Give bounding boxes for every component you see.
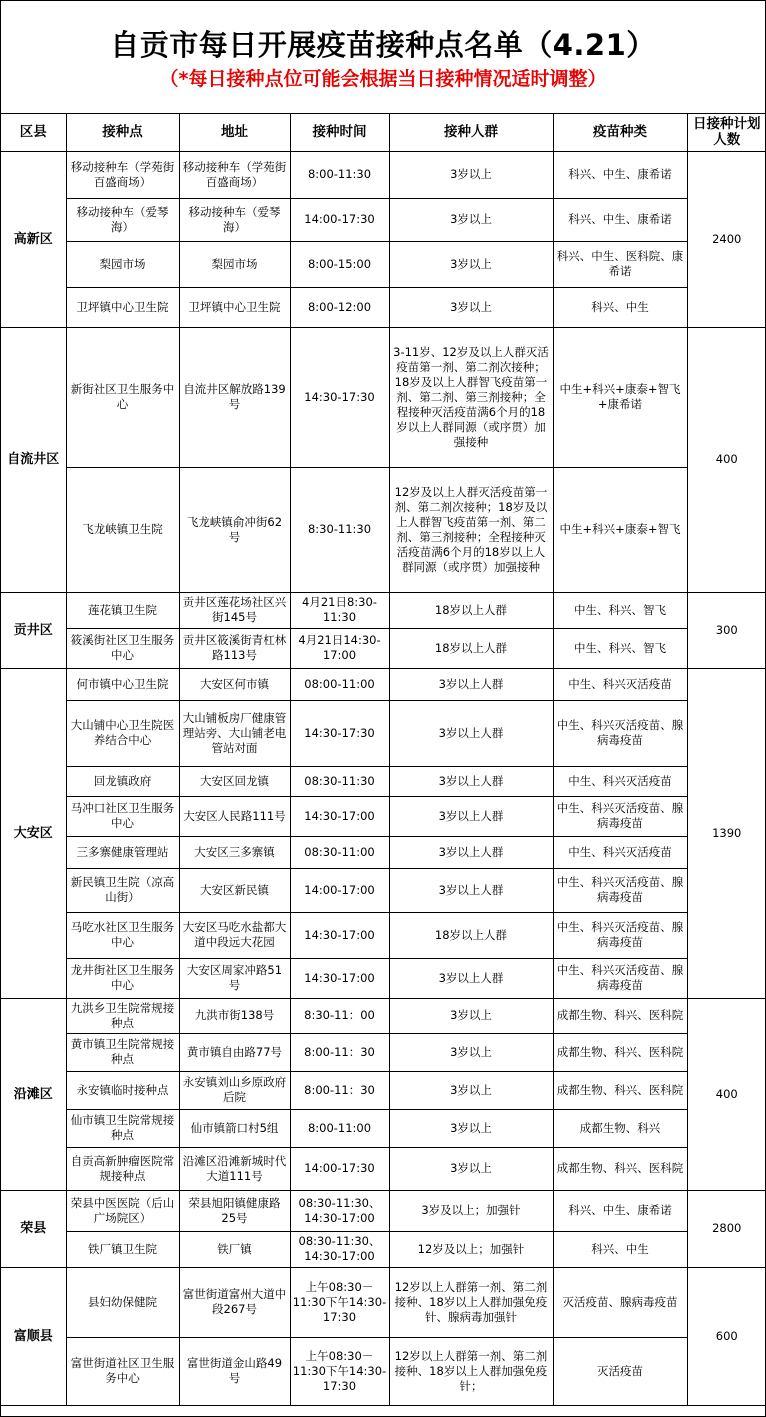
- site-cell: 飞龙峡镇卫生院: [66, 467, 179, 592]
- address-cell: 永安镇刘山乡原政府后院: [179, 1071, 290, 1109]
- site-cell: 马冲口社区卫生服务中心: [66, 796, 179, 836]
- address-cell: 移动接种车（学苑街百盛商场）: [179, 151, 290, 198]
- vaccine-cell: 灭活疫苗: [553, 1337, 687, 1405]
- district-cell: 高新区: [1, 151, 66, 327]
- site-cell: 富世街道社区卫生服务中心: [66, 1337, 179, 1405]
- table-row: [1, 998, 766, 1033]
- vaccine-cell: 科兴、中生、康希诺: [553, 1190, 687, 1231]
- col-header-people: 接种人群: [389, 114, 553, 151]
- address-cell: 梨园市场: [179, 241, 290, 287]
- table-row: [1, 1337, 766, 1405]
- table-row: [1, 287, 766, 327]
- table-row: [1, 836, 766, 868]
- people-cell: 3岁以上: [389, 1071, 553, 1109]
- people-cell: 3岁及以上；加强针: [389, 1190, 553, 1231]
- time-cell: 14:30-17:00: [290, 912, 389, 958]
- table-row: [1, 766, 766, 796]
- people-cell: 3岁以上: [389, 287, 553, 327]
- people-cell: 3岁以上人群: [389, 766, 553, 796]
- time-cell: 14:00-17:30: [290, 1147, 389, 1190]
- vaccine-cell: 成都生物、科兴、医科院: [553, 1071, 687, 1109]
- col-header-address: 地址: [179, 114, 290, 151]
- col-header-site: 接种点: [66, 114, 179, 151]
- site-cell: 梨园市场: [66, 241, 179, 287]
- table-row: [1, 198, 766, 241]
- table-body: [1, 151, 766, 1405]
- time-cell: 8:00-11：30: [290, 1071, 389, 1109]
- address-cell: 贡井区莲花场社区兴街145号: [179, 592, 290, 628]
- col-header-time: 接种时间: [290, 114, 389, 151]
- table-row: [1, 700, 766, 766]
- site-cell: 仙市镇卫生院常规接种点: [66, 1109, 179, 1147]
- site-cell: 黄市镇卫生院常规接种点: [66, 1033, 179, 1071]
- address-cell: 荣县旭阳镇健康路25号: [179, 1190, 290, 1231]
- vaccine-cell: 中生+科兴+康泰+智飞: [553, 467, 687, 592]
- site-cell: 莲花镇卫生院: [66, 592, 179, 628]
- site-cell: 筱溪街社区卫生服务中心: [66, 628, 179, 668]
- table-row: [1, 1033, 766, 1071]
- daily-plan-cell: 400: [687, 327, 766, 592]
- people-cell: 3岁以上人群: [389, 958, 553, 998]
- table-row: [1, 628, 766, 668]
- table-row: [1, 958, 766, 998]
- people-cell: 3岁以上人群: [389, 836, 553, 868]
- time-cell: 08:00-11:00: [290, 668, 389, 700]
- table-row: [1, 796, 766, 836]
- time-cell: 8:30-11：00: [290, 998, 389, 1033]
- time-cell: 4月21日14:30-17:00: [290, 628, 389, 668]
- vaccine-cell: 中生、科兴灭活疫苗、腺病毒疫苗: [553, 796, 687, 836]
- address-cell: 大安区周家冲路51号: [179, 958, 290, 998]
- table-row: [1, 467, 766, 592]
- daily-plan-cell: 1390: [687, 668, 766, 998]
- site-cell: 卫坪镇中心卫生院: [66, 287, 179, 327]
- people-cell: 3-11岁、12岁及以上人群灭活疫苗第一剂、第二剂次接种；18岁及以上人群智飞疫苗第一剂、第二剂、第三剂接种；全程接种灭活疫苗满6个月的18岁以上人群同源（或序贯）加强接种: [389, 327, 553, 467]
- vaccine-cell: 中生、科兴灭活疫苗、腺病毒疫苗: [553, 868, 687, 912]
- district-cell: 大安区: [1, 668, 66, 998]
- col-header-plan: 日接种计划人数: [687, 114, 766, 151]
- people-cell: 12岁以上人群第一剂、第二剂接种、18岁以上人群加强免疫针；: [389, 1337, 553, 1405]
- site-cell: 三多寨健康管理站: [66, 836, 179, 868]
- time-cell: 14:30-17:30: [290, 327, 389, 467]
- table-row: [1, 1190, 766, 1231]
- table-header-row: [1, 114, 766, 151]
- vaccine-cell: 中生+科兴+康泰+智飞+康希诺: [553, 327, 687, 467]
- address-cell: 飞龙峡镇俞冲街62号: [179, 467, 290, 592]
- vaccine-cell: 科兴、中生: [553, 287, 687, 327]
- people-cell: 12岁及以上；加强针: [389, 1231, 553, 1267]
- time-cell: 08:30-11:00: [290, 836, 389, 868]
- district-cell: 富顺县: [1, 1267, 66, 1405]
- table-row: [1, 1147, 766, 1190]
- daily-plan-cell: 300: [687, 592, 766, 668]
- vaccine-cell: 成都生物、科兴: [553, 1109, 687, 1147]
- address-cell: 九洪市街138号: [179, 998, 290, 1033]
- people-cell: 3岁以上: [389, 1147, 553, 1190]
- vaccine-cell: 灭活疫苗、腺病毒疫苗: [553, 1267, 687, 1337]
- time-cell: 8:00-15:00: [290, 241, 389, 287]
- site-cell: 县妇幼保健院: [66, 1267, 179, 1337]
- table-row: [1, 327, 766, 467]
- time-cell: 8:00-11:30: [290, 151, 389, 198]
- page-subtitle: （*每日接种点位可能会根据当日接种情况适时调整）: [159, 68, 607, 90]
- vaccine-cell: 成都生物、科兴、医科院: [553, 998, 687, 1033]
- page-title: 自贡市每日开展疫苗接种点名单（4.21）: [110, 28, 656, 62]
- site-cell: 自贡高新肿瘤医院常规接种点: [66, 1147, 179, 1190]
- people-cell: 12岁及以上人群灭活疫苗第一剂、第二剂次接种；18岁及以上人群智飞疫苗第一剂、第二剂、第三剂接种；全程接种灭活疫苗满6个月的18岁以上人群同源（或序贯）加强接种: [389, 467, 553, 592]
- document-header: [1, 1, 765, 114]
- vaccine-cell: 中生、科兴、智飞: [553, 628, 687, 668]
- district-cell: 自流井区: [1, 327, 66, 592]
- people-cell: 3岁以上: [389, 198, 553, 241]
- vaccine-cell: 成都生物、科兴、医科院: [553, 1033, 687, 1071]
- address-cell: 大山铺板房厂健康管理站旁、大山铺老电管站对面: [179, 700, 290, 766]
- people-cell: 18岁以上人群: [389, 592, 553, 628]
- address-cell: 富世街道金山路49号: [179, 1337, 290, 1405]
- address-cell: 富世街道富州大道中段267号: [179, 1267, 290, 1337]
- address-cell: 仙市镇箭口村5组: [179, 1109, 290, 1147]
- table-row: [1, 1231, 766, 1267]
- table-row: [1, 912, 766, 958]
- table-row: [1, 241, 766, 287]
- people-cell: 3岁以上人群: [389, 868, 553, 912]
- vaccine-cell: 科兴、中生: [553, 1231, 687, 1267]
- site-cell: 移动接种车（学苑街百盛商场）: [66, 151, 179, 198]
- site-cell: 九洪乡卫生院常规接种点: [66, 998, 179, 1033]
- vaccine-cell: 中生、科兴灭活疫苗: [553, 668, 687, 700]
- site-cell: 何市镇中心卫生院: [66, 668, 179, 700]
- time-cell: 14:30-17:00: [290, 958, 389, 998]
- time-cell: 上午08:30－11:30下午14:30-17:30: [290, 1337, 389, 1405]
- people-cell: 3岁以上人群: [389, 700, 553, 766]
- col-header-district: 区县: [1, 114, 66, 151]
- people-cell: 3岁以上: [389, 1033, 553, 1071]
- people-cell: 3岁以上: [389, 1109, 553, 1147]
- daily-plan-cell: 400: [687, 998, 766, 1190]
- address-cell: 大安区何市镇: [179, 668, 290, 700]
- col-header-vaccine: 疫苗种类: [553, 114, 687, 151]
- vaccine-cell: 中生、科兴、智飞: [553, 592, 687, 628]
- site-cell: 回龙镇政府: [66, 766, 179, 796]
- people-cell: 12岁以上人群第一剂、第二剂接种、18岁以上人群加强免疫针、腺病毒加强针: [389, 1267, 553, 1337]
- table-row: [1, 592, 766, 628]
- table-row: [1, 1109, 766, 1147]
- address-cell: 贡井区筱溪街青杠林路113号: [179, 628, 290, 668]
- time-cell: 14:00-17:30: [290, 198, 389, 241]
- vaccine-cell: 科兴、中生、医科院、康希诺: [553, 241, 687, 287]
- time-cell: 8:30-11:30: [290, 467, 389, 592]
- site-cell: 铁厂镇卫生院: [66, 1231, 179, 1267]
- time-cell: 14:30-17:00: [290, 796, 389, 836]
- vaccine-cell: 中生、科兴灭活疫苗、腺病毒疫苗: [553, 958, 687, 998]
- district-cell: 荣县: [1, 1190, 66, 1267]
- vaccine-cell: 中生、科兴灭活疫苗、腺病毒疫苗: [553, 912, 687, 958]
- address-cell: 卫坪镇中心卫生院: [179, 287, 290, 327]
- time-cell: 08:30-11:30、14:30-17:00: [290, 1190, 389, 1231]
- time-cell: 上午08:30－11:30下午14:30-17:30: [290, 1267, 389, 1337]
- people-cell: 3岁以上人群: [389, 796, 553, 836]
- time-cell: 08:30-11:30、14:30-17:00: [290, 1231, 389, 1267]
- district-cell: 贡井区: [1, 592, 66, 668]
- vaccine-cell: 科兴、中生、康希诺: [553, 151, 687, 198]
- address-cell: 大安区新民镇: [179, 868, 290, 912]
- daily-plan-cell: 2800: [687, 1190, 766, 1267]
- district-cell: 沿滩区: [1, 998, 66, 1190]
- address-cell: 大安区回龙镇: [179, 766, 290, 796]
- people-cell: 3岁以上: [389, 151, 553, 198]
- vaccine-cell: 中生、科兴灭活疫苗、腺病毒疫苗: [553, 700, 687, 766]
- time-cell: 8:00-11：30: [290, 1033, 389, 1071]
- address-cell: 沿滩区沿滩新城时代大道111号: [179, 1147, 290, 1190]
- people-cell: 18岁以上人群: [389, 628, 553, 668]
- address-cell: 大安区三多寨镇: [179, 836, 290, 868]
- time-cell: 14:00-17:00: [290, 868, 389, 912]
- address-cell: 铁厂镇: [179, 1231, 290, 1267]
- time-cell: 8:00-11:00: [290, 1109, 389, 1147]
- address-cell: 移动接种车（爱琴海）: [179, 198, 290, 241]
- people-cell: 18岁以上人群: [389, 912, 553, 958]
- table-row: [1, 668, 766, 700]
- site-cell: 新街社区卫生服务中心: [66, 327, 179, 467]
- time-cell: 8:00-12:00: [290, 287, 389, 327]
- table-row: [1, 1071, 766, 1109]
- address-cell: 大安区马吃水盐都大道中段远大花园: [179, 912, 290, 958]
- address-cell: 大安区人民路111号: [179, 796, 290, 836]
- daily-plan-cell: 600: [687, 1267, 766, 1405]
- address-cell: 黄市镇自由路77号: [179, 1033, 290, 1071]
- vaccine-cell: 成都生物、科兴、医科院: [553, 1147, 687, 1190]
- table-row: [1, 1267, 766, 1337]
- table-row: [1, 151, 766, 198]
- site-cell: 移动接种车（爱琴海）: [66, 198, 179, 241]
- site-cell: 新民镇卫生院（凉高山街）: [66, 868, 179, 912]
- site-cell: 永安镇临时接种点: [66, 1071, 179, 1109]
- address-cell: 自流井区解放路139号: [179, 327, 290, 467]
- vaccine-cell: 科兴、中生、康希诺: [553, 198, 687, 241]
- site-cell: 龙井街社区卫生服务中心: [66, 958, 179, 998]
- people-cell: 3岁以上: [389, 241, 553, 287]
- site-cell: 大山铺中心卫生院医养结合中心: [66, 700, 179, 766]
- time-cell: 14:30-17:30: [290, 700, 389, 766]
- daily-plan-cell: 2400: [687, 151, 766, 327]
- people-cell: 3岁以上: [389, 998, 553, 1033]
- vaccination-sites-table: [1, 114, 766, 1406]
- time-cell: 4月21日8:30-11:30: [290, 592, 389, 628]
- table-row: [1, 868, 766, 912]
- vaccine-cell: 中生、科兴灭活疫苗: [553, 836, 687, 868]
- vaccine-cell: 中生、科兴灭活疫苗: [553, 766, 687, 796]
- people-cell: 3岁以上人群: [389, 668, 553, 700]
- time-cell: 08:30-11:30: [290, 766, 389, 796]
- site-cell: 荣县中医医院（后山广场院区）: [66, 1190, 179, 1231]
- site-cell: 马吃水社区卫生服务中心: [66, 912, 179, 958]
